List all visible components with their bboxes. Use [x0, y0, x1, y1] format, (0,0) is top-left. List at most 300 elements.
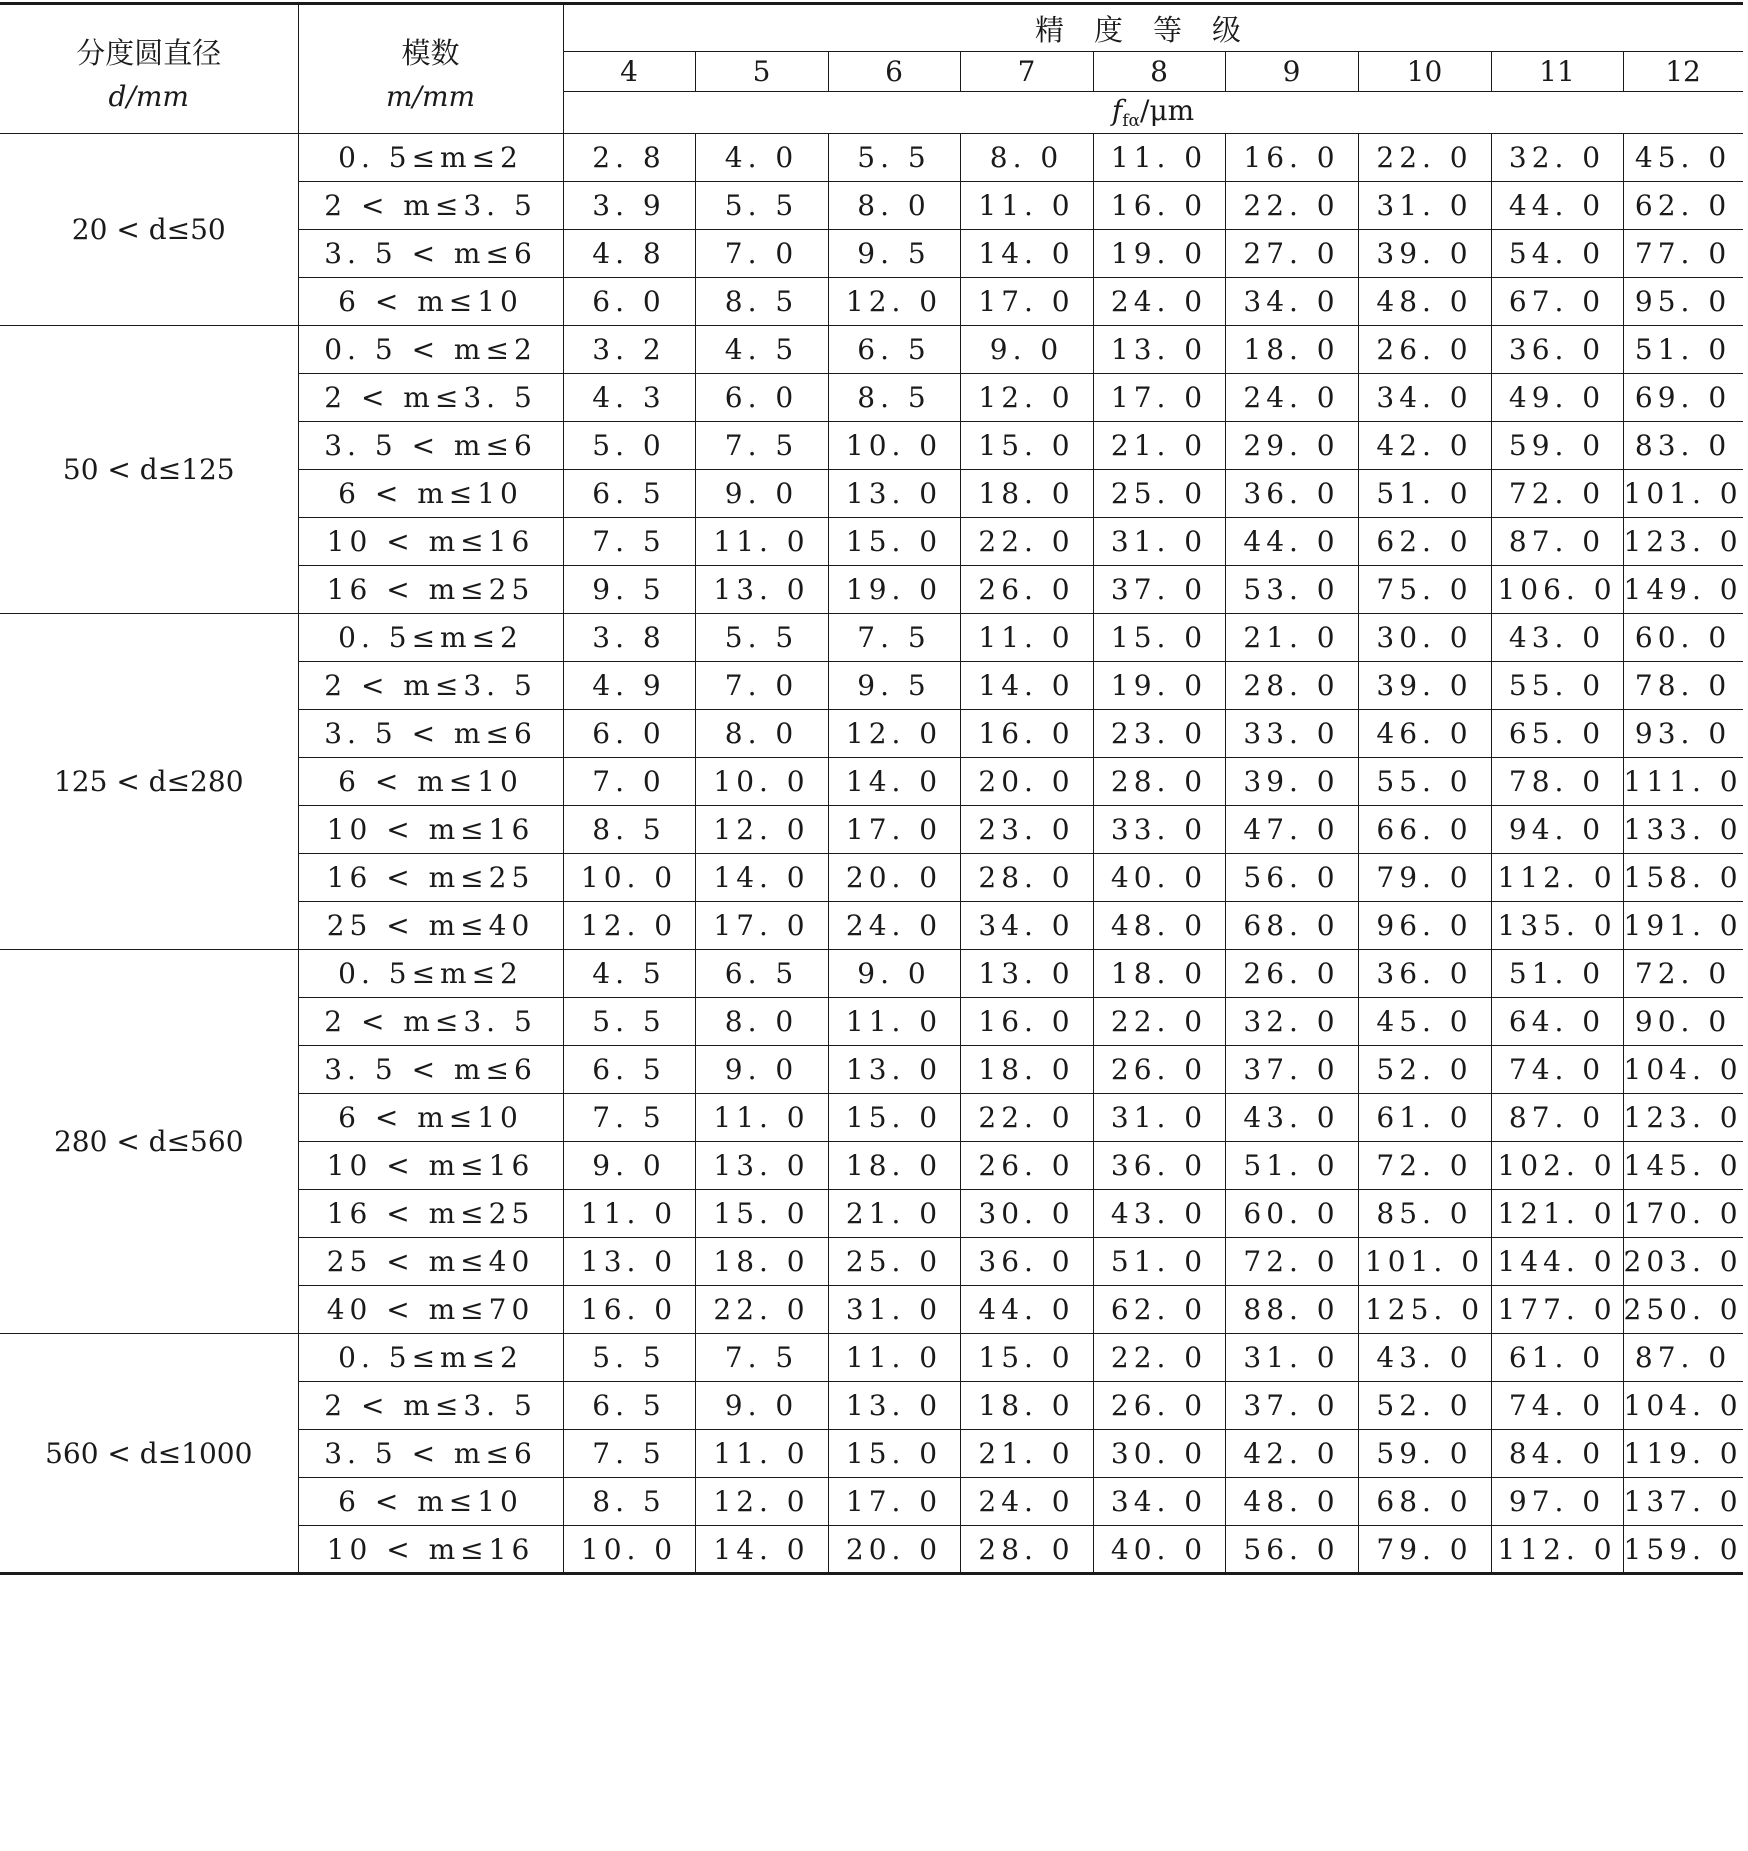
- tolerance-value-cell: 7. 5: [563, 518, 695, 566]
- tolerance-value-cell: 123. 0: [1623, 518, 1743, 566]
- tolerance-value-cell: 8. 5: [695, 278, 828, 326]
- tolerance-value-cell: 17. 0: [828, 806, 960, 854]
- diameter-range-cell: 20 < d≤50: [0, 134, 298, 326]
- module-range-cell: 0. 5≤m≤2: [298, 614, 563, 662]
- tolerance-value-cell: 39. 0: [1358, 662, 1491, 710]
- tolerance-value-cell: 18. 0: [1225, 326, 1358, 374]
- tolerance-value-cell: 26. 0: [960, 566, 1093, 614]
- tolerance-value-cell: 15. 0: [695, 1190, 828, 1238]
- tolerance-value-cell: 66. 0: [1358, 806, 1491, 854]
- tolerance-value-cell: 7. 5: [695, 1334, 828, 1382]
- tolerance-value-cell: 22. 0: [960, 1094, 1093, 1142]
- tolerance-table: [0, 2, 1743, 1575]
- tolerance-value-cell: 6. 5: [563, 470, 695, 518]
- tolerance-value-cell: 56. 0: [1225, 1526, 1358, 1574]
- tolerance-value-cell: 56. 0: [1225, 854, 1358, 902]
- tolerance-value-cell: 14. 0: [695, 854, 828, 902]
- tolerance-value-cell: 67. 0: [1491, 278, 1623, 326]
- tolerance-value-cell: 24. 0: [1225, 374, 1358, 422]
- tolerance-value-cell: 104. 0: [1623, 1046, 1743, 1094]
- tolerance-value-cell: 26. 0: [1093, 1046, 1225, 1094]
- module-header: [298, 4, 563, 134]
- tolerance-value-cell: 68. 0: [1358, 1478, 1491, 1526]
- tolerance-value-cell: 170. 0: [1623, 1190, 1743, 1238]
- tolerance-value-cell: 37. 0: [1225, 1046, 1358, 1094]
- tolerance-value-cell: 87. 0: [1623, 1334, 1743, 1382]
- tolerance-value-cell: 158. 0: [1623, 854, 1743, 902]
- tolerance-value-cell: 15. 0: [1093, 614, 1225, 662]
- tolerance-value-cell: 106. 0: [1491, 566, 1623, 614]
- tolerance-value-cell: 133. 0: [1623, 806, 1743, 854]
- module-range-cell: 25 < m≤40: [298, 1238, 563, 1286]
- diameter-unit: d/mm: [108, 79, 189, 113]
- tolerance-value-cell: 137. 0: [1623, 1478, 1743, 1526]
- tolerance-value-cell: 15. 0: [960, 422, 1093, 470]
- table-row: [0, 950, 1743, 998]
- tolerance-value-cell: 47. 0: [1225, 806, 1358, 854]
- tolerance-value-cell: 8. 5: [563, 806, 695, 854]
- tolerance-value-cell: 6. 5: [828, 326, 960, 374]
- table-header: [0, 4, 1743, 134]
- tolerance-value-cell: 54. 0: [1491, 230, 1623, 278]
- tolerance-value-cell: 104. 0: [1623, 1382, 1743, 1430]
- tolerance-value-cell: 145. 0: [1623, 1142, 1743, 1190]
- tolerance-value-cell: 59. 0: [1491, 422, 1623, 470]
- tolerance-value-cell: 49. 0: [1491, 374, 1623, 422]
- tolerance-value-cell: 51. 0: [1225, 1142, 1358, 1190]
- tolerance-value-cell: 7. 5: [695, 422, 828, 470]
- module-range-cell: 6 < m≤10: [298, 1094, 563, 1142]
- tolerance-value-cell: 23. 0: [1093, 710, 1225, 758]
- tolerance-value-cell: 28. 0: [960, 1526, 1093, 1574]
- tolerance-value-cell: 97. 0: [1491, 1478, 1623, 1526]
- tolerance-value-cell: 13. 0: [828, 1382, 960, 1430]
- tolerance-value-cell: 46. 0: [1358, 710, 1491, 758]
- tolerance-value-cell: 11. 0: [960, 182, 1093, 230]
- tolerance-value-cell: 25. 0: [1093, 470, 1225, 518]
- tolerance-value-cell: 7. 5: [563, 1430, 695, 1478]
- tolerance-value-cell: 61. 0: [1358, 1094, 1491, 1142]
- tolerance-value-cell: 39. 0: [1358, 230, 1491, 278]
- grade-header: 7: [960, 52, 1093, 92]
- tolerance-value-cell: 16. 0: [960, 998, 1093, 1046]
- value-subscript: fα: [1122, 111, 1141, 131]
- tolerance-value-cell: 19. 0: [1093, 662, 1225, 710]
- tolerance-value-cell: 14. 0: [960, 230, 1093, 278]
- tolerance-value-cell: 4. 5: [695, 326, 828, 374]
- tolerance-value-cell: 112. 0: [1491, 854, 1623, 902]
- tolerance-value-cell: 9. 5: [828, 230, 960, 278]
- grade-header: 6: [828, 52, 960, 92]
- module-range-cell: 2 < m≤3. 5: [298, 662, 563, 710]
- tolerance-value-cell: 43. 0: [1491, 614, 1623, 662]
- tolerance-value-cell: 36. 0: [1093, 1142, 1225, 1190]
- tolerance-value-cell: 18. 0: [960, 470, 1093, 518]
- tolerance-value-cell: 32. 0: [1491, 134, 1623, 182]
- tolerance-value-cell: 9. 0: [563, 1142, 695, 1190]
- tolerance-value-cell: 14. 0: [960, 662, 1093, 710]
- diameter-range-cell: 125 < d≤280: [0, 614, 298, 950]
- tolerance-value-cell: 5. 5: [563, 998, 695, 1046]
- tolerance-value-cell: 31. 0: [828, 1286, 960, 1334]
- tolerance-value-cell: 7. 5: [563, 1094, 695, 1142]
- tolerance-value-cell: 96. 0: [1358, 902, 1491, 950]
- tolerance-value-cell: 18. 0: [828, 1142, 960, 1190]
- tolerance-value-cell: 36. 0: [960, 1238, 1093, 1286]
- tolerance-value-cell: 250. 0: [1623, 1286, 1743, 1334]
- tolerance-value-cell: 101. 0: [1623, 470, 1743, 518]
- tolerance-value-cell: 22. 0: [1225, 182, 1358, 230]
- tolerance-value-cell: 22. 0: [960, 518, 1093, 566]
- module-range-cell: 0. 5≤m≤2: [298, 1334, 563, 1382]
- tolerance-value-cell: 48. 0: [1225, 1478, 1358, 1526]
- module-range-cell: 6 < m≤10: [298, 278, 563, 326]
- tolerance-value-cell: 11. 0: [828, 998, 960, 1046]
- tolerance-value-cell: 78. 0: [1623, 662, 1743, 710]
- grade-header: 9: [1225, 52, 1358, 92]
- tolerance-value-cell: 52. 0: [1358, 1046, 1491, 1094]
- tolerance-value-cell: 19. 0: [828, 566, 960, 614]
- tolerance-value-cell: 123. 0: [1623, 1094, 1743, 1142]
- module-range-cell: 10 < m≤16: [298, 518, 563, 566]
- module-range-cell: 16 < m≤25: [298, 854, 563, 902]
- tolerance-value-cell: 3. 2: [563, 326, 695, 374]
- tolerance-value-cell: 28. 0: [1093, 758, 1225, 806]
- module-range-cell: 0. 5≤m≤2: [298, 134, 563, 182]
- tolerance-value-cell: 7. 0: [695, 662, 828, 710]
- tolerance-value-cell: 13. 0: [695, 1142, 828, 1190]
- tolerance-value-cell: 26. 0: [1093, 1382, 1225, 1430]
- tolerance-value-cell: 8. 0: [695, 998, 828, 1046]
- tolerance-value-cell: 125. 0: [1358, 1286, 1491, 1334]
- tolerance-value-cell: 51. 0: [1358, 470, 1491, 518]
- tolerance-value-cell: 18. 0: [695, 1238, 828, 1286]
- tolerance-value-cell: 102. 0: [1491, 1142, 1623, 1190]
- tolerance-value-cell: 30. 0: [1093, 1430, 1225, 1478]
- tolerance-value-cell: 9. 5: [828, 662, 960, 710]
- tolerance-value-cell: 79. 0: [1358, 854, 1491, 902]
- tolerance-value-cell: 24. 0: [960, 1478, 1093, 1526]
- tolerance-value-cell: 177. 0: [1491, 1286, 1623, 1334]
- module-range-cell: 0. 5≤m≤2: [298, 950, 563, 998]
- tolerance-value-cell: 12. 0: [828, 710, 960, 758]
- tolerance-value-cell: 95. 0: [1623, 278, 1743, 326]
- tolerance-value-cell: 149. 0: [1623, 566, 1743, 614]
- tolerance-value-cell: 55. 0: [1491, 662, 1623, 710]
- tolerance-value-cell: 9. 0: [828, 950, 960, 998]
- tolerance-value-cell: 6. 5: [563, 1046, 695, 1094]
- tolerance-value-cell: 16. 0: [1093, 182, 1225, 230]
- tolerance-value-cell: 5. 0: [563, 422, 695, 470]
- module-range-cell: 2 < m≤3. 5: [298, 374, 563, 422]
- tolerance-value-cell: 26. 0: [960, 1142, 1093, 1190]
- tolerance-value-cell: 31. 0: [1093, 518, 1225, 566]
- tolerance-value-cell: 18. 0: [960, 1382, 1093, 1430]
- tolerance-value-cell: 27. 0: [1225, 230, 1358, 278]
- table-body: [0, 134, 1743, 1574]
- tolerance-value-cell: 30. 0: [960, 1190, 1093, 1238]
- tolerance-value-cell: 33. 0: [1225, 710, 1358, 758]
- tolerance-value-cell: 60. 0: [1225, 1190, 1358, 1238]
- tolerance-value-cell: 72. 0: [1225, 1238, 1358, 1286]
- tolerance-value-cell: 119. 0: [1623, 1430, 1743, 1478]
- tolerance-value-cell: 5. 5: [695, 182, 828, 230]
- module-range-cell: 6 < m≤10: [298, 470, 563, 518]
- tolerance-value-cell: 11. 0: [695, 518, 828, 566]
- tolerance-value-cell: 34. 0: [1225, 278, 1358, 326]
- tolerance-value-cell: 3. 8: [563, 614, 695, 662]
- tolerance-value-cell: 144. 0: [1491, 1238, 1623, 1286]
- tolerance-value-cell: 6. 5: [695, 950, 828, 998]
- tolerance-value-cell: 10. 0: [828, 422, 960, 470]
- tolerance-value-cell: 45. 0: [1623, 134, 1743, 182]
- tolerance-value-cell: 45. 0: [1358, 998, 1491, 1046]
- tolerance-value-cell: 15. 0: [828, 1430, 960, 1478]
- tolerance-value-cell: 21. 0: [1093, 422, 1225, 470]
- tolerance-value-cell: 16. 0: [1225, 134, 1358, 182]
- tolerance-value-cell: 21. 0: [828, 1190, 960, 1238]
- module-range-cell: 2 < m≤3. 5: [298, 1382, 563, 1430]
- tolerance-value-cell: 64. 0: [1491, 998, 1623, 1046]
- tolerance-value-cell: 18. 0: [1093, 950, 1225, 998]
- module-range-cell: 16 < m≤25: [298, 1190, 563, 1238]
- tolerance-value-cell: 4. 8: [563, 230, 695, 278]
- diameter-range-cell: 280 < d≤560: [0, 950, 298, 1334]
- tolerance-value-cell: 37. 0: [1225, 1382, 1358, 1430]
- tolerance-value-cell: 14. 0: [828, 758, 960, 806]
- tolerance-value-cell: 44. 0: [1225, 518, 1358, 566]
- tolerance-value-cell: 14. 0: [695, 1526, 828, 1574]
- tolerance-value-cell: 8. 5: [563, 1478, 695, 1526]
- tolerance-value-cell: 74. 0: [1491, 1046, 1623, 1094]
- value-symbol: f: [1111, 94, 1123, 127]
- tolerance-value-cell: 8. 5: [828, 374, 960, 422]
- tolerance-value-cell: 17. 0: [1093, 374, 1225, 422]
- tolerance-value-cell: 39. 0: [1225, 758, 1358, 806]
- tolerance-value-cell: 191. 0: [1623, 902, 1743, 950]
- tolerance-value-cell: 4. 9: [563, 662, 695, 710]
- tolerance-value-cell: 11. 0: [1093, 134, 1225, 182]
- tolerance-value-cell: 68. 0: [1225, 902, 1358, 950]
- tolerance-value-cell: 88. 0: [1225, 1286, 1358, 1334]
- tolerance-value-cell: 94. 0: [1491, 806, 1623, 854]
- tolerance-value-cell: 26. 0: [1358, 326, 1491, 374]
- diameter-range-cell: 560 < d≤1000: [0, 1334, 298, 1574]
- tolerance-value-cell: 61. 0: [1491, 1334, 1623, 1382]
- tolerance-value-cell: 7. 0: [695, 230, 828, 278]
- module-range-cell: 6 < m≤10: [298, 758, 563, 806]
- tolerance-value-cell: 55. 0: [1358, 758, 1491, 806]
- value-unit: /μm: [1140, 94, 1195, 127]
- tolerance-value-cell: 4. 3: [563, 374, 695, 422]
- tolerance-value-cell: 59. 0: [1358, 1430, 1491, 1478]
- tolerance-value-cell: 44. 0: [960, 1286, 1093, 1334]
- tolerance-value-cell: 62. 0: [1358, 518, 1491, 566]
- tolerance-value-cell: 62. 0: [1093, 1286, 1225, 1334]
- tolerance-value-cell: 36. 0: [1225, 470, 1358, 518]
- tolerance-value-cell: 31. 0: [1093, 1094, 1225, 1142]
- table-row: [0, 326, 1743, 374]
- tolerance-value-cell: 78. 0: [1491, 758, 1623, 806]
- tolerance-value-cell: 33. 0: [1093, 806, 1225, 854]
- tolerance-value-cell: 72. 0: [1491, 470, 1623, 518]
- tolerance-value-cell: 6. 5: [563, 1382, 695, 1430]
- table-row: [0, 1334, 1743, 1382]
- tolerance-value-cell: 87. 0: [1491, 1094, 1623, 1142]
- tolerance-value-cell: 43. 0: [1225, 1094, 1358, 1142]
- tolerance-value-cell: 8. 0: [695, 710, 828, 758]
- tolerance-value-cell: 69. 0: [1623, 374, 1743, 422]
- tolerance-value-cell: 40. 0: [1093, 1526, 1225, 1574]
- tolerance-value-cell: 44. 0: [1491, 182, 1623, 230]
- tolerance-value-cell: 79. 0: [1358, 1526, 1491, 1574]
- tolerance-value-cell: 10. 0: [695, 758, 828, 806]
- tolerance-value-cell: 20. 0: [828, 1526, 960, 1574]
- tolerance-value-cell: 30. 0: [1358, 614, 1491, 662]
- tolerance-value-cell: 16. 0: [563, 1286, 695, 1334]
- module-range-cell: 3. 5 < m≤6: [298, 1430, 563, 1478]
- tolerance-value-cell: 9. 0: [695, 1046, 828, 1094]
- module-range-cell: 2 < m≤3. 5: [298, 182, 563, 230]
- module-range-cell: 10 < m≤16: [298, 1526, 563, 1574]
- tolerance-value-cell: 21. 0: [960, 1430, 1093, 1478]
- tolerance-value-cell: 31. 0: [1225, 1334, 1358, 1382]
- grade-header: 12: [1623, 52, 1743, 92]
- diameter-label: 分度圆直径: [76, 35, 222, 70]
- module-range-cell: 2 < m≤3. 5: [298, 998, 563, 1046]
- module-range-cell: 25 < m≤40: [298, 902, 563, 950]
- tolerance-value-cell: 15. 0: [960, 1334, 1093, 1382]
- tolerance-value-cell: 15. 0: [828, 1094, 960, 1142]
- tolerance-value-cell: 90. 0: [1623, 998, 1743, 1046]
- tolerance-value-cell: 4. 5: [563, 950, 695, 998]
- tolerance-value-cell: 121. 0: [1491, 1190, 1623, 1238]
- tolerance-value-cell: 60. 0: [1623, 614, 1743, 662]
- tolerance-value-cell: 83. 0: [1623, 422, 1743, 470]
- tolerance-value-cell: 17. 0: [960, 278, 1093, 326]
- diameter-header: [0, 4, 298, 134]
- tolerance-value-cell: 51. 0: [1623, 326, 1743, 374]
- tolerance-value-cell: 6. 0: [695, 374, 828, 422]
- tolerance-value-cell: 31. 0: [1358, 182, 1491, 230]
- tolerance-value-cell: 19. 0: [1093, 230, 1225, 278]
- tolerance-value-cell: 26. 0: [1225, 950, 1358, 998]
- tolerance-value-cell: 5. 5: [828, 134, 960, 182]
- tolerance-value-cell: 77. 0: [1623, 230, 1743, 278]
- tolerance-value-cell: 16. 0: [960, 710, 1093, 758]
- tolerance-value-cell: 20. 0: [960, 758, 1093, 806]
- tolerance-value-cell: 6. 0: [563, 710, 695, 758]
- tolerance-value-cell: 13. 0: [828, 470, 960, 518]
- tolerance-value-cell: 11. 0: [563, 1190, 695, 1238]
- tolerance-value-cell: 36. 0: [1491, 326, 1623, 374]
- tolerance-value-cell: 111. 0: [1623, 758, 1743, 806]
- tolerance-value-cell: 24. 0: [1093, 278, 1225, 326]
- tolerance-value-cell: 53. 0: [1225, 566, 1358, 614]
- grade-header: 11: [1491, 52, 1623, 92]
- tolerance-value-cell: 22. 0: [1093, 1334, 1225, 1382]
- module-range-cell: 3. 5 < m≤6: [298, 422, 563, 470]
- tolerance-value-cell: 11. 0: [960, 614, 1093, 662]
- tolerance-value-cell: 85. 0: [1358, 1190, 1491, 1238]
- tolerance-value-cell: 72. 0: [1623, 950, 1743, 998]
- grade-header: 5: [695, 52, 828, 92]
- tolerance-value-cell: 112. 0: [1491, 1526, 1623, 1574]
- tolerance-value-cell: 93. 0: [1623, 710, 1743, 758]
- tolerance-value-cell: 9. 0: [960, 326, 1093, 374]
- tolerance-value-cell: 20. 0: [828, 854, 960, 902]
- tolerance-value-cell: 22. 0: [695, 1286, 828, 1334]
- tolerance-value-cell: 74. 0: [1491, 1382, 1623, 1430]
- tolerance-value-cell: 11. 0: [695, 1430, 828, 1478]
- tolerance-value-cell: 42. 0: [1358, 422, 1491, 470]
- tolerance-value-cell: 72. 0: [1358, 1142, 1491, 1190]
- tolerance-value-cell: 32. 0: [1225, 998, 1358, 1046]
- tolerance-value-cell: 135. 0: [1491, 902, 1623, 950]
- table-row: [0, 134, 1743, 182]
- tolerance-value-cell: 8. 0: [828, 182, 960, 230]
- tolerance-value-cell: 13. 0: [695, 566, 828, 614]
- value-unit-header: [563, 92, 1743, 134]
- diameter-range-cell: 50 < d≤125: [0, 326, 298, 614]
- tolerance-value-cell: 51. 0: [1093, 1238, 1225, 1286]
- tolerance-value-cell: 24. 0: [828, 902, 960, 950]
- tolerance-value-cell: 4. 0: [695, 134, 828, 182]
- tolerance-value-cell: 203. 0: [1623, 1238, 1743, 1286]
- tolerance-value-cell: 51. 0: [1491, 950, 1623, 998]
- module-range-cell: 3. 5 < m≤6: [298, 230, 563, 278]
- tolerance-value-cell: 23. 0: [960, 806, 1093, 854]
- grade-header: 8: [1093, 52, 1225, 92]
- tolerance-value-cell: 5. 5: [563, 1334, 695, 1382]
- tolerance-value-cell: 9. 5: [563, 566, 695, 614]
- module-label: 模数: [401, 35, 460, 70]
- tolerance-value-cell: 28. 0: [1225, 662, 1358, 710]
- tolerance-value-cell: 43. 0: [1093, 1190, 1225, 1238]
- tolerance-value-cell: 17. 0: [695, 902, 828, 950]
- tolerance-value-cell: 65. 0: [1491, 710, 1623, 758]
- tolerance-value-cell: 37. 0: [1093, 566, 1225, 614]
- tolerance-value-cell: 21. 0: [1225, 614, 1358, 662]
- tolerance-value-cell: 159. 0: [1623, 1526, 1743, 1574]
- module-range-cell: 3. 5 < m≤6: [298, 1046, 563, 1094]
- tolerance-value-cell: 84. 0: [1491, 1430, 1623, 1478]
- module-range-cell: 10 < m≤16: [298, 1142, 563, 1190]
- tolerance-value-cell: 42. 0: [1225, 1430, 1358, 1478]
- tolerance-value-cell: 7. 0: [563, 758, 695, 806]
- tolerance-value-cell: 13. 0: [1093, 326, 1225, 374]
- module-range-cell: 40 < m≤70: [298, 1286, 563, 1334]
- module-range-cell: 16 < m≤25: [298, 566, 563, 614]
- tolerance-value-cell: 8. 0: [960, 134, 1093, 182]
- tolerance-value-cell: 75. 0: [1358, 566, 1491, 614]
- tolerance-value-cell: 28. 0: [960, 854, 1093, 902]
- tolerance-value-cell: 3. 9: [563, 182, 695, 230]
- tolerance-value-cell: 29. 0: [1225, 422, 1358, 470]
- tolerance-value-cell: 34. 0: [960, 902, 1093, 950]
- module-range-cell: 10 < m≤16: [298, 806, 563, 854]
- tolerance-value-cell: 11. 0: [828, 1334, 960, 1382]
- tolerance-value-cell: 36. 0: [1358, 950, 1491, 998]
- tolerance-value-cell: 5. 5: [695, 614, 828, 662]
- tolerance-value-cell: 40. 0: [1093, 854, 1225, 902]
- tolerance-value-cell: 17. 0: [828, 1478, 960, 1526]
- tolerance-value-cell: 2. 8: [563, 134, 695, 182]
- tolerance-value-cell: 7. 5: [828, 614, 960, 662]
- tolerance-value-cell: 9. 0: [695, 1382, 828, 1430]
- tolerance-value-cell: 9. 0: [695, 470, 828, 518]
- tolerance-value-cell: 13. 0: [563, 1238, 695, 1286]
